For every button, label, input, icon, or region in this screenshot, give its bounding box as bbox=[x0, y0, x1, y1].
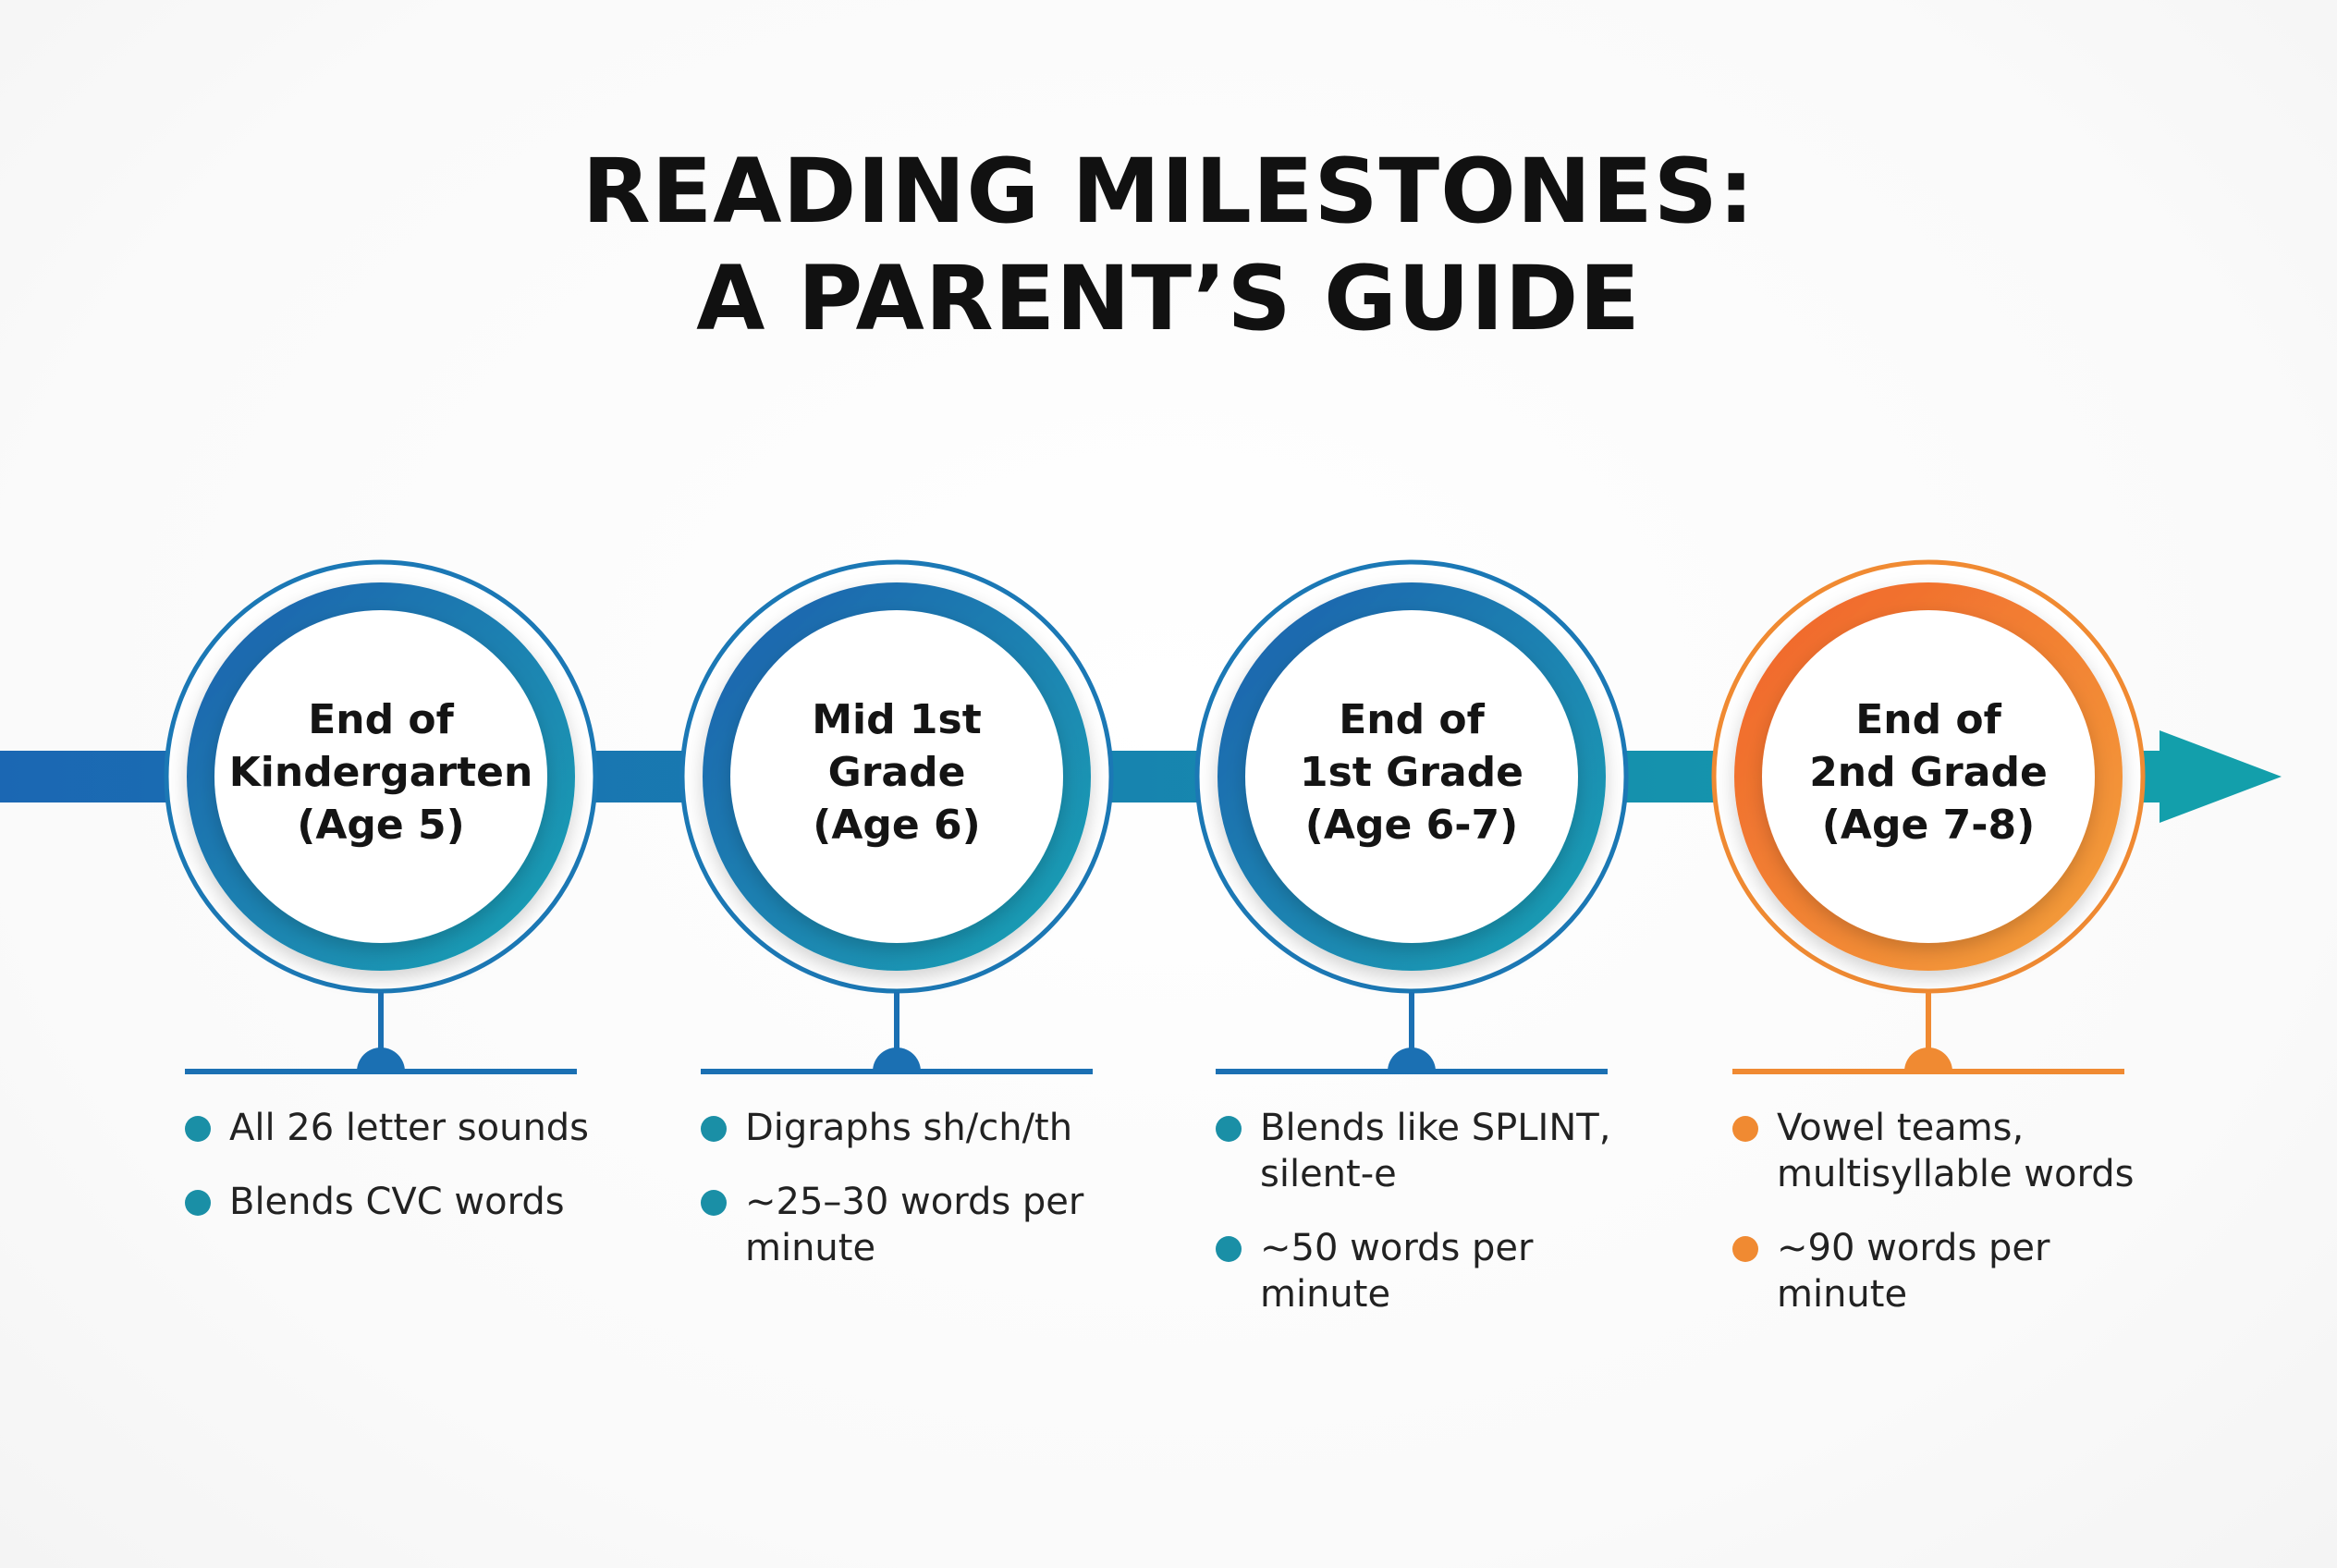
milestone-label-4: End of 2nd Grade (Age 7-8) bbox=[1809, 696, 2048, 849]
milestone-label-3: End of 1st Grade (Age 6-7) bbox=[1300, 696, 1523, 849]
milestone-bullet-item bbox=[1216, 1105, 1622, 1197]
page-title-line-1: READING MILESTONES: bbox=[581, 140, 1756, 243]
milestone-connector-dot bbox=[1388, 1047, 1436, 1072]
milestone-underline bbox=[185, 1069, 577, 1074]
timeline-arrow-head bbox=[2160, 730, 2282, 823]
milestone-bullet-list-3 bbox=[1216, 1105, 1622, 1345]
milestone-bullet-text: ~90 words per minute bbox=[1777, 1227, 2050, 1316]
bullet-dot-icon bbox=[1216, 1116, 1242, 1142]
milestone-bullet-text: All 26 letter sounds bbox=[229, 1107, 590, 1149]
milestone-label-2: Mid 1st Grade (Age 6) bbox=[812, 696, 982, 849]
milestone-connector-dot bbox=[873, 1047, 921, 1072]
bullet-dot-icon bbox=[701, 1190, 727, 1216]
milestone-bullet-text: ~25–30 words per minute bbox=[745, 1181, 1084, 1269]
milestone-bullet-item bbox=[701, 1179, 1107, 1271]
milestone-underline bbox=[1216, 1069, 1608, 1074]
milestone-label-1: End of Kindergarten (Age 5) bbox=[228, 696, 533, 849]
page-title-line-2: A PARENT’S GUIDE bbox=[696, 247, 1641, 350]
bullet-dot-icon bbox=[701, 1116, 727, 1142]
milestone-connector-dot bbox=[1904, 1047, 1952, 1072]
milestone-connector-dot bbox=[357, 1047, 405, 1072]
bullet-dot-icon bbox=[185, 1116, 211, 1142]
milestone-bullet-item bbox=[185, 1179, 592, 1225]
bullet-dot-icon bbox=[185, 1190, 211, 1216]
milestone-bullet-item bbox=[185, 1105, 592, 1151]
milestone-bullet-text: ~50 words per minute bbox=[1260, 1227, 1534, 1316]
milestone-bullet-text: Digraphs sh/ch/th bbox=[745, 1107, 1073, 1149]
milestone-bullet-text: Vowel teams, multisyllable words bbox=[1777, 1107, 2135, 1195]
milestone-bullet-text: Blends CVC words bbox=[229, 1181, 565, 1223]
milestone-bullet-list-4 bbox=[1732, 1105, 2176, 1345]
milestone-underline bbox=[1732, 1069, 2124, 1074]
milestone-bullet-item bbox=[1216, 1225, 1622, 1317]
milestone-bullet-list-1 bbox=[185, 1105, 592, 1253]
milestone-bullet-item bbox=[1732, 1105, 2176, 1197]
milestone-bullet-item bbox=[1732, 1225, 2176, 1317]
milestone-bullet-item bbox=[701, 1105, 1107, 1151]
milestone-underline bbox=[701, 1069, 1093, 1074]
milestone-bullet-list-2 bbox=[701, 1105, 1107, 1299]
bullet-dot-icon bbox=[1732, 1236, 1758, 1262]
milestone-bullet-text: Blends like SPLINT, silent-e bbox=[1260, 1107, 1611, 1195]
bullet-dot-icon bbox=[1732, 1116, 1758, 1142]
bullet-dot-icon bbox=[1216, 1236, 1242, 1262]
